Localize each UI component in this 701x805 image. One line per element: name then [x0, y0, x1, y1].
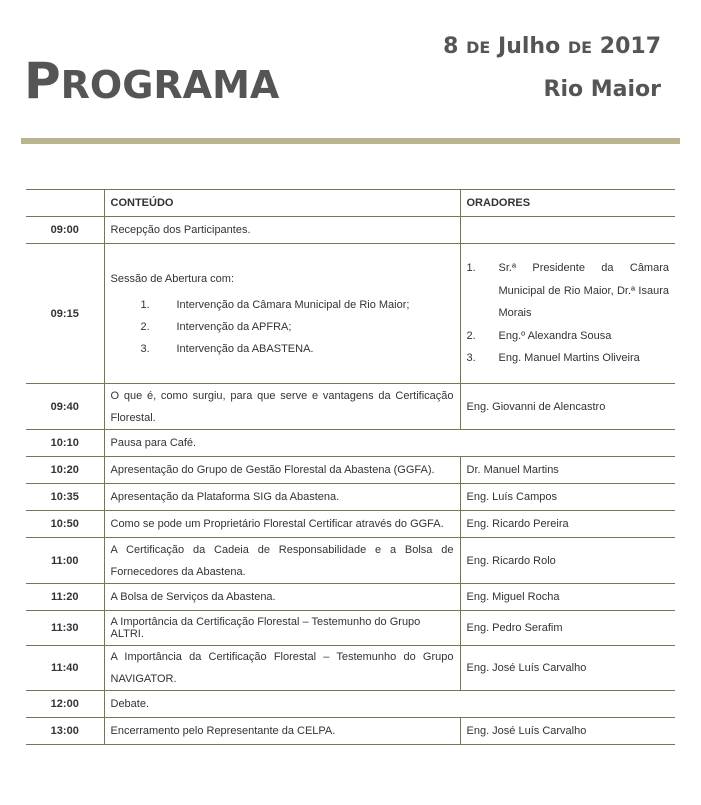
table-row [26, 584, 675, 611]
column-header-speakers: ORADORES [460, 190, 675, 217]
title-rest: ROGRAMA [60, 63, 280, 107]
table-row [26, 691, 675, 718]
row-time: 10:10 [26, 430, 104, 457]
table-row [26, 384, 675, 430]
date-preposition: DE [466, 38, 491, 57]
header-divider [21, 138, 680, 144]
table-row [26, 484, 675, 511]
row-speaker: Eng. Pedro Serafim [460, 611, 675, 646]
row-content: Pausa para Café. [104, 430, 675, 457]
row-speaker: Eng. Ricardo Rolo [460, 538, 675, 584]
row-time: 11:00 [26, 538, 104, 584]
date-day: 8 [443, 34, 459, 59]
row-time: 09:00 [26, 217, 104, 244]
table-row [26, 244, 675, 384]
event-place: Rio Maior [543, 77, 661, 102]
session-intro: Sessão de Abertura com: [110, 272, 235, 285]
list-item: 2. Eng.º Alexandra Sousa [466, 329, 612, 342]
row-content: Como se pode um Proprietário Florestal Certificar através do GGFA. [104, 511, 460, 538]
row-time: 11:30 [26, 611, 104, 646]
row-time: 10:35 [26, 484, 104, 511]
row-speaker: Eng. Ricardo Pereira [460, 511, 675, 538]
row-time: 11:20 [26, 584, 104, 611]
list-item: 1. Intervenção da Câmara Municipal de Rio Maior; [140, 298, 410, 311]
row-content: A Importância da Certificação Florestal – Testemunho do Grupo NAVIGATOR. [104, 646, 460, 691]
row-speaker: Eng. José Luís Carvalho [460, 646, 675, 691]
row-content: Apresentação do Grupo de Gestão Florestal da Abastena (GGFA). [104, 457, 460, 484]
row-speaker: Dr. Manuel Martins [460, 457, 675, 484]
page-title [24, 52, 280, 110]
row-time: 11:40 [26, 646, 104, 691]
row-content: Encerramento pelo Representante da CELPA. [104, 718, 460, 745]
table-row [26, 511, 675, 538]
table-row [26, 217, 675, 244]
table-row [26, 538, 675, 584]
list-item: 1. Sr.ª Presidente da Câmara Municipal de Rio Maior, Dr.ª Isaura Morais [466, 262, 669, 320]
row-time: 10:50 [26, 511, 104, 538]
row-speaker: Eng. Luís Campos [460, 484, 675, 511]
row-content: Recepção dos Participantes. [104, 217, 460, 244]
row-content: Debate. [104, 691, 675, 718]
event-date [443, 36, 661, 58]
list-item: 3. Intervenção da ABASTENA. [140, 342, 314, 355]
title-initial: P [24, 52, 61, 110]
row-speaker [460, 217, 675, 244]
table-header-row [26, 190, 675, 217]
row-content: A Certificação da Cadeia de Responsabilidade e a Bolsa de Fornecedores da Abastena. [104, 538, 460, 584]
row-content [104, 244, 460, 384]
row-time: 12:00 [26, 691, 104, 718]
row-content: O que é, como surgiu, para que serve e vantagens da Certificação Florestal. [104, 384, 460, 430]
table-row [26, 646, 675, 691]
date-month: Julho [498, 34, 561, 59]
row-time: 13:00 [26, 718, 104, 745]
list-item: 3. Eng. Manuel Martins Oliveira [466, 352, 640, 365]
column-header-time [26, 190, 104, 217]
row-speaker: Eng. José Luís Carvalho [460, 718, 675, 745]
row-time: 09:40 [26, 384, 104, 430]
row-time: 09:15 [26, 244, 104, 384]
row-content: A Bolsa de Serviços da Abastena. [104, 584, 460, 611]
session-item-list [111, 294, 454, 360]
row-speaker [460, 244, 675, 384]
table-row [26, 611, 675, 646]
table-row [26, 430, 675, 457]
table-row [26, 718, 675, 745]
column-header-content: CONTEÚDO [104, 190, 460, 217]
table-row [26, 457, 675, 484]
list-item: 2. Intervenção da APFRA; [140, 320, 292, 333]
speaker-list [467, 257, 670, 370]
row-time: 10:20 [26, 457, 104, 484]
row-speaker: Eng. Giovanni de Alencastro [460, 384, 675, 430]
row-content: A Importância da Certificação Florestal – Testemunho do Grupo ALTRI. [104, 611, 460, 646]
date-preposition: DE [567, 38, 593, 57]
date-year: 2017 [599, 34, 661, 59]
program-table [26, 189, 675, 745]
row-content: Apresentação da Plataforma SIG da Abastena. [104, 484, 460, 511]
row-speaker: Eng. Miguel Rocha [460, 584, 675, 611]
